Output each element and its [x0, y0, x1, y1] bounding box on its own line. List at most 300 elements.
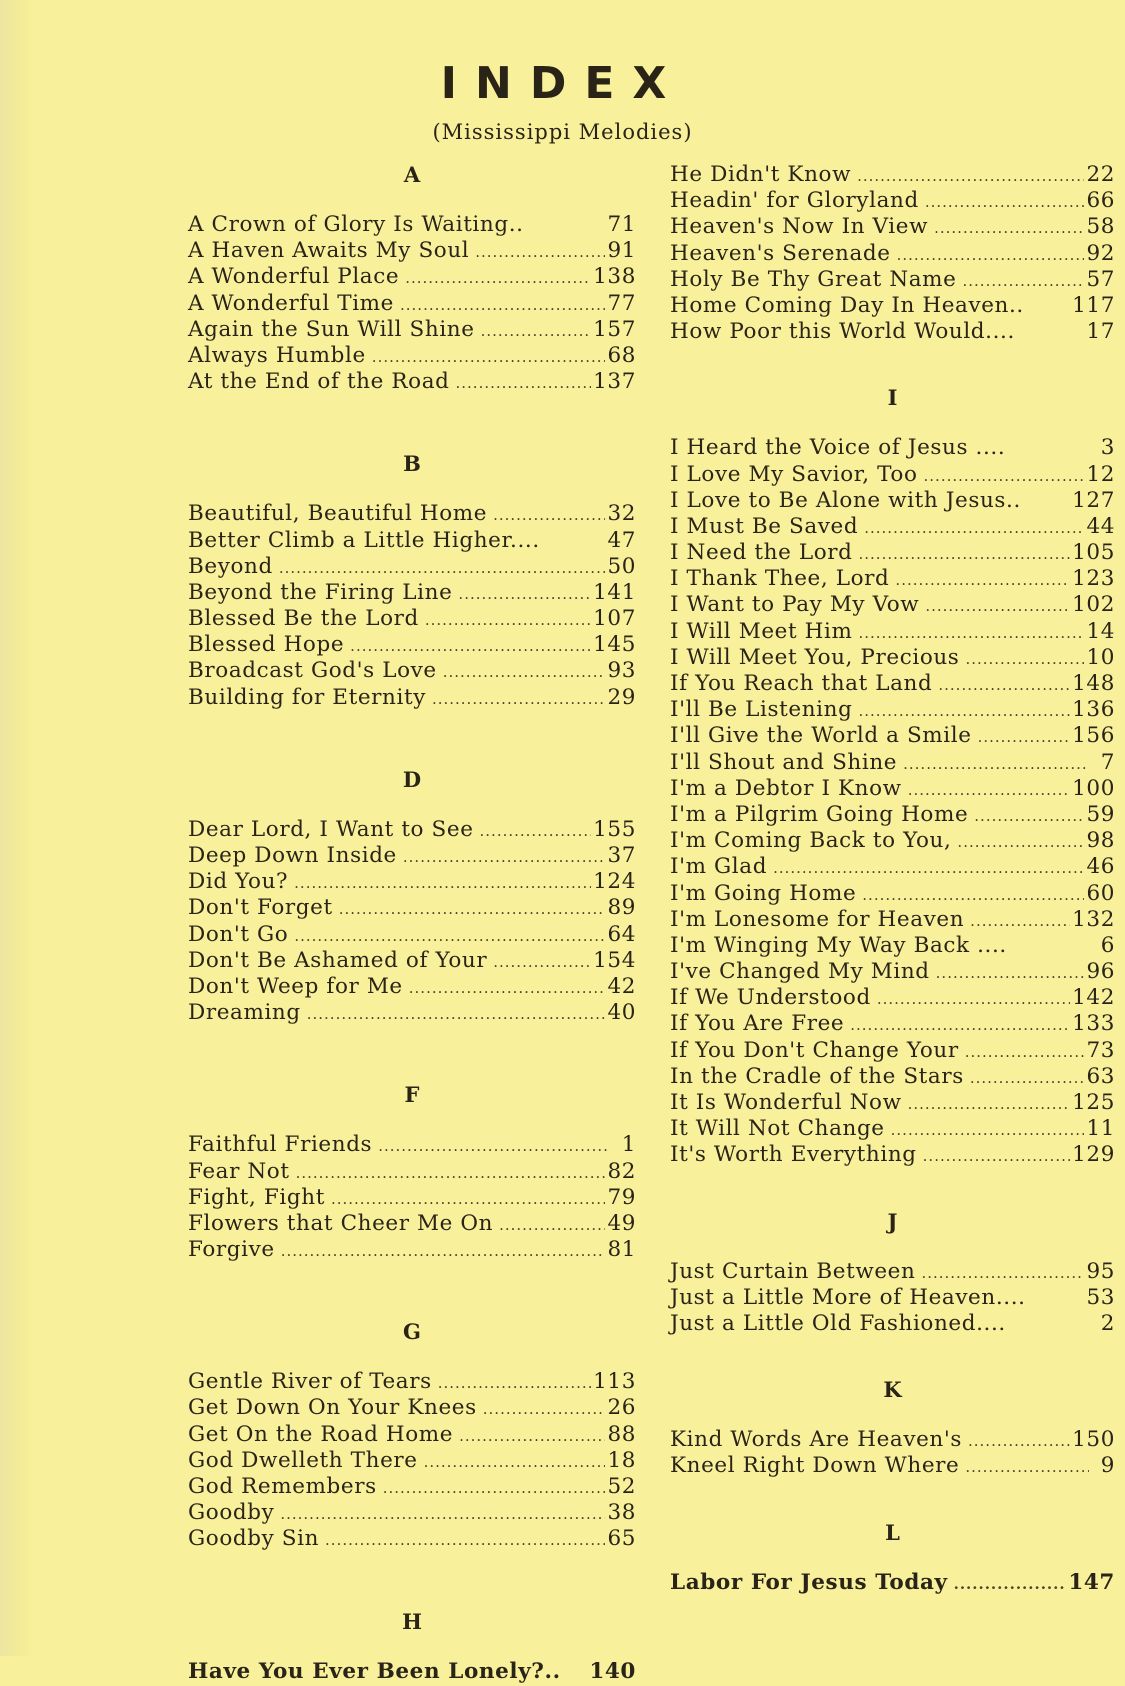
index-entry: [188, 922, 636, 948]
dot-leader: [296, 1160, 606, 1186]
index-entry: [670, 241, 1115, 267]
entry-page-number: 63: [1086, 1063, 1115, 1089]
dot-leader: [857, 163, 1084, 189]
entry-title: Headin' for Gloryland: [670, 188, 919, 214]
entry-title: Home Coming Day In Heaven..: [670, 292, 1024, 318]
dot-leader: [403, 844, 606, 870]
entry-page-number: 157: [593, 316, 636, 342]
entry-page-number: 89: [607, 895, 636, 921]
section-a-entries: [188, 212, 636, 395]
section-h-continued-entries: [670, 162, 1115, 345]
entry-page-number: 117: [1072, 292, 1115, 318]
dot-leader: [325, 1527, 605, 1553]
index-entry: [670, 566, 1115, 592]
entry-title: I'm Going Home: [670, 880, 857, 906]
dot-leader: [864, 515, 1084, 541]
entry-title: If You Are Free: [670, 1011, 845, 1037]
index-entry: [670, 1142, 1115, 1168]
entry-title: I'll Shout and Shine: [670, 749, 898, 775]
entry-title: Heaven's Now In View: [670, 214, 929, 240]
entry-page-number: 100: [1072, 775, 1115, 801]
section-l-entries: [670, 1570, 1115, 1596]
section-letter-b: B: [403, 451, 421, 477]
dot-leader: [850, 1012, 1070, 1038]
section-letter-g: G: [403, 1319, 421, 1345]
dot-leader: [957, 829, 1084, 855]
dot-leader: [459, 1423, 605, 1449]
index-entry: [670, 319, 1115, 345]
section-letter-i: I: [887, 385, 898, 411]
entry-page-number: 142: [1072, 985, 1115, 1011]
dot-leader: [963, 268, 1085, 294]
dot-leader: [438, 1370, 591, 1396]
entry-title: Building for Eternity: [188, 684, 426, 710]
entry-page-number: 49: [607, 1210, 636, 1236]
index-entry: [188, 343, 636, 369]
entry-page-number: 42: [607, 973, 636, 999]
dot-leader: [331, 1186, 605, 1212]
entry-page-number: 47: [607, 527, 636, 553]
index-entry: [188, 1211, 636, 1237]
index-entry: [188, 685, 636, 711]
entry-page-number: 136: [1072, 697, 1115, 723]
entry-title: Goodby: [188, 1500, 275, 1526]
index-entry: [188, 317, 636, 343]
entry-title: Dreaming: [188, 1000, 301, 1026]
dot-leader: [425, 607, 591, 633]
entry-page-number: 150: [1072, 1427, 1115, 1453]
entry-title: Always Humble: [188, 342, 366, 368]
index-entry: [670, 293, 1115, 319]
dot-leader: [923, 1143, 1071, 1169]
entry-page-number: 102: [1072, 592, 1115, 618]
entry-page-number: 91: [607, 238, 636, 264]
entry-title: A Haven Awaits My Soul: [188, 238, 470, 264]
entry-page-number: 52: [607, 1474, 636, 1499]
dot-leader: [965, 646, 1084, 672]
dot-leader: [965, 1454, 1089, 1480]
index-entry: [188, 1000, 636, 1026]
entry-title: I Must Be Saved: [670, 513, 859, 539]
entry-page-number: 50: [607, 553, 636, 579]
entry-title: Just a Little Old Fashioned....: [670, 1310, 1006, 1336]
index-entry: [188, 948, 636, 974]
dot-leader: [965, 1039, 1085, 1065]
entry-title: God Remembers: [188, 1474, 377, 1499]
section-letter-h: H: [402, 1608, 422, 1634]
dot-leader: [400, 292, 605, 318]
index-entry: [670, 1064, 1115, 1090]
index-entry: [670, 267, 1115, 293]
entry-page-number: 156: [1072, 723, 1115, 749]
dot-leader: [280, 1501, 605, 1527]
entry-title: Blessed Be the Lord: [188, 606, 419, 632]
index-entry: [670, 881, 1115, 907]
entry-title: Get On the Road Home: [188, 1421, 454, 1447]
entry-title: Fight, Fight: [188, 1184, 325, 1210]
entry-page-number: 124: [593, 869, 636, 895]
dot-leader: [493, 502, 605, 528]
entry-title: I Will Meet Him: [670, 618, 853, 644]
section-letter-k: K: [883, 1377, 902, 1403]
index-entry: [670, 1116, 1115, 1142]
entry-page-number: 125: [1072, 1090, 1115, 1115]
entry-page-number: 46: [1086, 854, 1115, 880]
index-entry: [670, 1285, 1115, 1311]
dot-leader: [903, 751, 1089, 777]
dot-leader: [483, 1396, 606, 1422]
dot-leader: [858, 698, 1070, 724]
entry-page-number: 64: [607, 921, 636, 947]
section-letter-d: D: [402, 766, 422, 792]
entry-title: Again the Sun Will Shine: [188, 316, 475, 342]
index-entry: [670, 697, 1115, 723]
entry-page-number: 32: [607, 501, 636, 527]
entry-title: Flowers that Cheer Me On: [188, 1210, 494, 1236]
entry-page-number: 40: [607, 1000, 636, 1026]
entry-title: Don't Forget: [188, 895, 333, 921]
entry-title: Blessed Hope: [188, 632, 345, 658]
index-entry: [188, 1526, 636, 1552]
dot-leader: [925, 593, 1070, 619]
entry-page-number: 57: [1086, 266, 1115, 292]
index-entry: [670, 1427, 1115, 1453]
entry-page-number: 59: [1086, 801, 1115, 827]
entry-page-number: 18: [607, 1447, 636, 1473]
dot-leader: [895, 567, 1070, 593]
entry-page-number: 148: [1072, 671, 1115, 696]
entry-page-number: 9: [1100, 1453, 1115, 1479]
index-entry: [188, 869, 636, 895]
entry-page-number: 77: [607, 290, 636, 316]
index-entry: [188, 817, 636, 843]
dot-leader: [936, 960, 1085, 986]
entry-page-number: 10: [1086, 644, 1115, 670]
entry-title: I'll Be Listening: [670, 697, 853, 723]
index-entry: [188, 291, 636, 317]
entry-page-number: 95: [1086, 1258, 1115, 1284]
entry-page-number: 44: [1086, 513, 1115, 539]
dot-leader: [424, 1449, 606, 1475]
dot-leader: [921, 1260, 1084, 1286]
index-entry: [670, 1453, 1115, 1479]
index-entry: [188, 843, 636, 869]
index-entry: [188, 238, 636, 264]
section-i-entries: [670, 435, 1115, 1168]
dot-leader: [350, 633, 591, 659]
entry-page-number: 123: [1072, 566, 1115, 592]
index-entry: [188, 1422, 636, 1448]
entry-title: Kind Words Are Heaven's: [670, 1427, 962, 1453]
entry-page-number: 73: [1086, 1037, 1115, 1063]
entry-title: I'm a Pilgrim Going Home: [670, 801, 969, 827]
index-entry: [670, 750, 1115, 776]
index-entry: [670, 854, 1115, 880]
index-entry: [670, 776, 1115, 802]
entry-title: I Need the Lord: [670, 540, 853, 566]
index-entry: [670, 592, 1115, 618]
entry-page-number: 155: [593, 816, 636, 842]
dot-leader: [481, 318, 592, 344]
entry-title: Faithful Friends: [188, 1132, 373, 1158]
entry-page-number: 129: [1072, 1142, 1115, 1168]
entry-page-number: 145: [593, 632, 636, 658]
dot-leader: [372, 344, 606, 370]
entry-title: I'm a Debtor I Know: [670, 775, 902, 801]
index-entry: [188, 1159, 636, 1185]
dot-leader: [877, 986, 1070, 1012]
index-entry: [670, 540, 1115, 566]
entry-page-number: 137: [593, 369, 636, 395]
entry-title: Gentle River of Tears: [188, 1369, 432, 1395]
dot-leader: [859, 541, 1071, 567]
index-entry: [188, 1132, 636, 1158]
index-entry: [188, 580, 636, 606]
index-entry: [670, 828, 1115, 854]
dot-leader: [970, 908, 1070, 934]
dot-leader: [954, 1571, 1067, 1597]
index-entry: [188, 606, 636, 632]
entry-page-number: 154: [593, 947, 636, 973]
dot-leader: [458, 581, 591, 607]
entry-page-number: 127: [1072, 487, 1115, 513]
dot-leader: [307, 1001, 606, 1027]
section-d-entries: [188, 817, 636, 1027]
page-binding-edge: [0, 0, 34, 1656]
entry-title: Beautiful, Beautiful Home: [188, 501, 488, 527]
index-entry: [188, 528, 636, 554]
index-entry: [188, 658, 636, 684]
index-entry: [670, 214, 1115, 240]
dot-leader: [279, 555, 606, 581]
entry-title: How Poor this World Would....: [670, 319, 1015, 345]
section-f-entries: [188, 1132, 636, 1263]
index-entry: [188, 212, 636, 238]
index-entry: [670, 435, 1115, 461]
entry-title: Just Curtain Between: [670, 1258, 916, 1284]
index-entry: [670, 933, 1115, 959]
index-entry: [670, 514, 1115, 540]
entry-page-number: 14: [1086, 618, 1115, 644]
section-letter-l: L: [885, 1519, 900, 1545]
entry-title: Better Climb a Little Higher....: [188, 527, 540, 553]
dot-leader: [978, 724, 1071, 750]
entry-page-number: 88: [607, 1421, 636, 1447]
index-entry: [670, 188, 1115, 214]
index-entry: [670, 1038, 1115, 1064]
entry-page-number: 38: [607, 1500, 636, 1526]
entry-page-number: 7: [1100, 749, 1115, 775]
entry-title: Did You?: [188, 869, 289, 895]
entry-page-number: 133: [1072, 1011, 1115, 1037]
dot-leader: [908, 1091, 1071, 1117]
dot-leader: [925, 189, 1085, 215]
dot-leader: [383, 1475, 606, 1501]
entry-title: Labor For Jesus Today: [670, 1569, 948, 1595]
entry-title: Deep Down Inside: [188, 843, 397, 868]
entry-title: It Will Not Change: [670, 1116, 885, 1142]
entry-title: He Didn't Know: [670, 162, 852, 187]
entry-page-number: 132: [1072, 906, 1115, 932]
entry-page-number: 22: [1086, 162, 1115, 187]
section-b-entries: [188, 501, 636, 711]
index-entry: [670, 619, 1115, 645]
index-entry: [188, 1448, 636, 1474]
entry-title: I'll Give the World a Smile: [670, 723, 972, 749]
entry-page-number: 107: [593, 606, 636, 632]
dot-leader: [339, 896, 606, 922]
entry-page-number: 29: [607, 684, 636, 710]
entry-title: I'm Winging My Way Back ....: [670, 932, 1007, 958]
index-entry: [670, 488, 1115, 514]
entry-page-number: 66: [1086, 188, 1115, 214]
index-entry: [670, 162, 1115, 188]
entry-page-number: 58: [1086, 214, 1115, 240]
entry-title: Goodby Sin: [188, 1526, 320, 1552]
entry-title: Beyond the Firing Line: [188, 579, 453, 605]
index-entry: [188, 895, 636, 921]
entry-title: I Thank Thee, Lord: [670, 566, 890, 592]
entry-title: Just a Little More of Heaven....: [670, 1284, 1026, 1310]
index-entry: [188, 632, 636, 658]
index-column-right: [670, 162, 1115, 1596]
entry-page-number: 1: [621, 1132, 636, 1158]
index-entry: [670, 671, 1115, 697]
entry-page-number: 141: [593, 579, 636, 605]
index-column-left: [188, 162, 636, 1685]
entry-title: Don't Weep for Me: [188, 973, 403, 999]
dot-leader: [443, 659, 606, 685]
dot-leader: [294, 923, 605, 949]
entry-title: A Wonderful Time: [188, 290, 394, 316]
entry-title: A Crown of Glory Is Waiting..: [188, 212, 524, 237]
entry-title: If We Understood: [670, 985, 871, 1011]
entry-page-number: 37: [607, 843, 636, 868]
entry-page-number: 147: [1068, 1569, 1115, 1595]
entry-page-number: 140: [589, 1658, 636, 1684]
entry-title: Kneel Right Down Where: [670, 1453, 960, 1479]
section-g-entries: [188, 1369, 636, 1552]
dot-leader: [432, 686, 605, 712]
entry-title: I'm Glad: [670, 854, 768, 880]
entry-page-number: 79: [607, 1184, 636, 1210]
entry-page-number: 71: [607, 212, 636, 237]
entry-title: I Heard the Voice of Jesus ....: [670, 435, 1006, 461]
dot-leader: [897, 242, 1085, 268]
dot-leader: [281, 1238, 606, 1264]
entry-page-number: 12: [1086, 461, 1115, 487]
entry-page-number: 2: [1100, 1310, 1115, 1336]
entry-title: Broadcast God's Love: [188, 658, 437, 684]
index-entry: [670, 985, 1115, 1011]
entry-title: I'm Lonesome for Heaven: [670, 906, 965, 932]
entry-page-number: 98: [1086, 828, 1115, 854]
dot-leader: [858, 620, 1084, 646]
index-entry: [188, 554, 636, 580]
index-entry: [188, 1474, 636, 1500]
entry-page-number: 96: [1086, 959, 1115, 985]
section-letter-a: A: [403, 162, 421, 187]
index-entry: [188, 1500, 636, 1526]
entry-page-number: 81: [607, 1237, 636, 1263]
entry-page-number: 26: [607, 1395, 636, 1421]
dot-leader: [475, 239, 605, 265]
entry-title: It's Worth Everything: [670, 1142, 917, 1168]
entry-title: Holy Be Thy Great Name: [670, 266, 957, 292]
entry-title: I Love My Savior, Too: [670, 461, 918, 487]
dot-leader: [456, 370, 592, 396]
page-subtitle: (Mississippi Melodies): [432, 120, 693, 144]
index-entry: [670, 1011, 1115, 1037]
entry-page-number: 138: [593, 264, 636, 290]
dot-leader: [480, 818, 592, 844]
dot-leader: [938, 672, 1070, 698]
entry-page-number: 65: [607, 1526, 636, 1552]
entry-title: Fear Not: [188, 1158, 290, 1184]
dot-leader: [924, 463, 1085, 489]
index-entry: [188, 369, 636, 395]
entry-page-number: 3: [1100, 435, 1115, 461]
entry-title: I Will Meet You, Precious: [670, 644, 960, 670]
index-entry: [670, 802, 1115, 828]
index-entry: [670, 1090, 1115, 1116]
section-k-entries: [670, 1427, 1115, 1479]
entry-title: Beyond: [188, 553, 273, 579]
index-entry: [670, 1259, 1115, 1285]
section-j-entries: [670, 1259, 1115, 1338]
index-entry: [188, 1185, 636, 1211]
index-entry: [670, 907, 1115, 933]
entry-title: Forgive: [188, 1237, 275, 1263]
index-entry: [188, 1659, 636, 1685]
entry-page-number: 82: [607, 1158, 636, 1184]
entry-title: I Want to Pay My Vow: [670, 592, 920, 618]
entry-page-number: 60: [1086, 880, 1115, 906]
dot-leader: [409, 975, 606, 1001]
index-entry: [188, 264, 636, 290]
page-title: INDEX: [440, 58, 685, 109]
dot-leader: [499, 1212, 605, 1238]
entry-title: I've Changed My Mind: [670, 959, 930, 985]
dot-leader: [294, 870, 591, 896]
entry-title: Heaven's Serenade: [670, 240, 891, 266]
dot-leader: [934, 215, 1084, 241]
entry-title: A Wonderful Place: [188, 264, 400, 290]
index-entry: [188, 1237, 636, 1263]
entry-title: At the End of the Road: [188, 369, 450, 395]
entry-title: In the Cradle of the Stars: [670, 1063, 964, 1089]
index-entry: [188, 1369, 636, 1395]
dot-leader: [908, 777, 1070, 803]
index-entry: [670, 645, 1115, 671]
entry-title: I'm Coming Back to You,: [670, 828, 952, 854]
entry-title: It Is Wonderful Now: [670, 1090, 902, 1115]
entry-title: If You Reach that Land: [670, 671, 933, 696]
entry-page-number: 11: [1086, 1116, 1115, 1142]
section-h-entries: [188, 1659, 636, 1685]
index-entry: [670, 723, 1115, 749]
entry-page-number: 68: [607, 342, 636, 368]
entry-page-number: 92: [1086, 240, 1115, 266]
dot-leader: [378, 1133, 610, 1159]
index-entry: [670, 959, 1115, 985]
index-entry: [670, 1311, 1115, 1337]
entry-title: Have You Ever Been Lonely?..: [188, 1658, 561, 1684]
entry-title: If You Don't Change Your: [670, 1037, 959, 1063]
entry-page-number: 53: [1086, 1284, 1115, 1310]
entry-title: Dear Lord, I Want to See: [188, 816, 474, 842]
entry-title: God Dwelleth There: [188, 1447, 418, 1473]
